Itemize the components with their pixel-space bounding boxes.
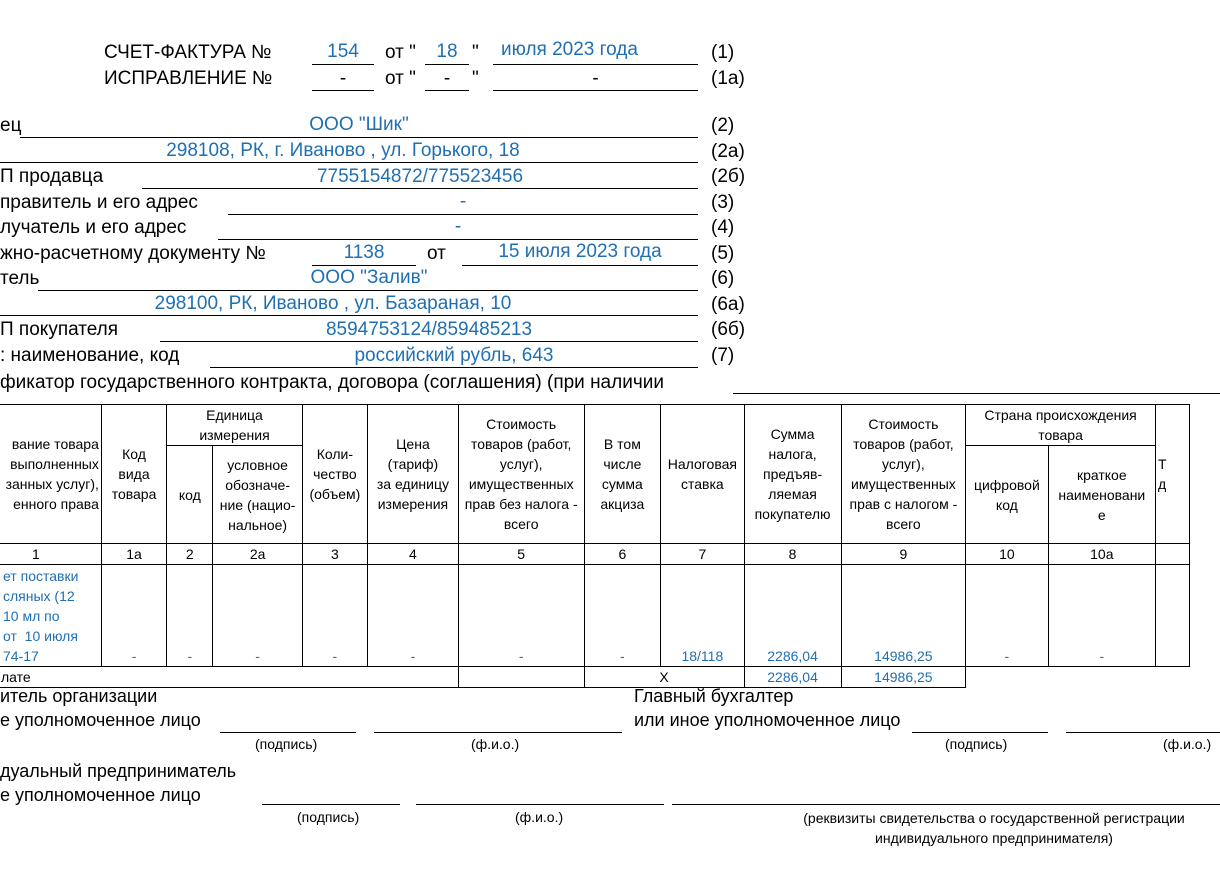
- buyer-label: тель: [0, 268, 40, 289]
- correction-code: (1а): [711, 68, 745, 89]
- currency-label: : наименование, код: [0, 345, 180, 366]
- row-unit-name: -: [213, 565, 302, 667]
- seller-inn-label: П продавца: [0, 166, 104, 187]
- header-country-code: цифровой код: [966, 446, 1049, 544]
- entrepreneur-signature-line[interactable]: [262, 804, 400, 805]
- correction-from-label: от ": [385, 68, 416, 89]
- head-signature-line[interactable]: [220, 732, 356, 733]
- header-excise: В том числе сумма акциза: [584, 405, 661, 544]
- header-country-name: краткое наименовани е: [1048, 446, 1155, 544]
- header-cost-no-tax: Стоимость товаров (работ, услуг), имущественных прав без налога - всего: [458, 405, 584, 544]
- buyer-address-value: 298100, РК, Иваново , ул. Базараная, 10: [154, 293, 512, 314]
- row-kind: -: [101, 565, 166, 667]
- total-cost-with-tax: 14986,25: [841, 667, 965, 688]
- col-number: 9: [841, 544, 965, 565]
- invoice-date: июля 2023 года: [501, 39, 638, 60]
- invoice-day: 18: [436, 41, 458, 62]
- col-number: 1а: [101, 544, 166, 565]
- header-extra: Т д: [1155, 405, 1189, 544]
- header-qty: Коли- чество (объем): [302, 405, 367, 544]
- total-tax-sum: 2286,04: [744, 667, 841, 688]
- col-number: 1: [0, 544, 101, 565]
- correction-quote: ": [472, 68, 479, 89]
- col-number: 2: [167, 544, 213, 565]
- header-price: Цена (тариф) за единицу измерения: [367, 405, 458, 544]
- invoice-from-label: от ": [385, 42, 416, 63]
- entrepreneur-label-1: дуальный предприниматель: [0, 761, 237, 781]
- payment-doc-code: (5): [711, 243, 735, 264]
- buyer-inn-code: (6б): [711, 319, 746, 340]
- invoice-title: СЧЕТ-ФАКТУРА №: [104, 42, 272, 63]
- seller-address-value: 298108, РК, г. Иваново , ул. Горького, 18: [166, 140, 520, 161]
- invoice-number: 154: [327, 41, 359, 62]
- accountant-label-2: или иное уполномоченное лицо: [634, 710, 901, 730]
- buyer-inn-label: П покупателя: [0, 319, 119, 340]
- col-number: 10а: [1048, 544, 1155, 565]
- seller-inn-code: (2б): [711, 166, 746, 187]
- entrepreneur-registration-caption: (реквизиты свидетельства о государственной регистрации индивидуального предпринимателя): [803, 810, 1185, 846]
- row-cost-with-tax: 14986,25: [841, 565, 965, 667]
- shipper-value: -: [459, 191, 467, 212]
- col-number: [1155, 544, 1189, 565]
- payment-doc-label: жно-расчетному документу №: [0, 243, 266, 264]
- payment-doc-number: 1138: [343, 242, 385, 263]
- seller-code: (2): [711, 115, 735, 136]
- shipper-label: правитель и его адрес: [0, 192, 198, 213]
- invoice-quote: ": [472, 42, 479, 63]
- seller-address-code: (2а): [711, 141, 745, 162]
- currency-code: (7): [711, 345, 735, 366]
- accountant-label-1: Главный бухгалтер: [634, 686, 794, 706]
- row-qty: -: [302, 565, 367, 667]
- entrepreneur-registration-line[interactable]: [672, 804, 1220, 805]
- head-signature-caption: (подпись): [255, 736, 318, 752]
- payment-doc-from: от: [427, 243, 446, 264]
- seller-inn-value: 7755154872/775523456: [316, 166, 524, 187]
- col-number: 4: [367, 544, 458, 565]
- payment-doc-date: 15 июля 2023 года: [498, 241, 662, 262]
- row-price: -: [367, 565, 458, 667]
- correction-number: -: [339, 68, 347, 89]
- head-name-caption: (ф.и.о.): [471, 736, 520, 752]
- row-country-code: -: [966, 565, 1049, 667]
- total-label: лате: [0, 667, 458, 688]
- col-number: 5: [458, 544, 584, 565]
- consignee-label: лучатель и его адрес: [0, 217, 187, 238]
- shipper-code: (3): [711, 192, 735, 213]
- total-excise-mark: X: [584, 667, 744, 688]
- buyer-code: (6): [711, 268, 735, 289]
- row-tax-sum: 2286,04: [744, 565, 841, 667]
- row-name: ет поставки сляных (12 10 мл по от 10 июля 74-17: [0, 565, 101, 667]
- header-kind: Код вида товара: [101, 405, 166, 544]
- header-unit-group: Единица измерения: [167, 405, 303, 446]
- header-unit-name: условное обозначе- ние (нацио- нальное): [213, 446, 302, 544]
- consignee-code: (4): [711, 217, 735, 238]
- col-number: 6: [584, 544, 661, 565]
- row-cost-no-tax: -: [458, 565, 584, 667]
- accountant-name-line[interactable]: [1066, 732, 1220, 733]
- row-rate: 18/118: [661, 565, 744, 667]
- col-number: 2а: [213, 544, 302, 565]
- accountant-name-caption: (ф.и.о.): [1163, 736, 1212, 752]
- seller-label: ец: [0, 115, 22, 136]
- header-name: вание товара выполненных занных услуг), енного права: [0, 405, 101, 544]
- seller-value: ООО "Шик": [309, 114, 409, 135]
- col-number: 7: [661, 544, 744, 565]
- header-cost-with-tax: Стоимость товаров (работ, услуг), имущественных прав с налогом - всего: [841, 405, 965, 544]
- head-name-line[interactable]: [374, 732, 622, 733]
- header-tax-sum: Сумма налога, предъяв- ляемая покупателю: [744, 405, 841, 544]
- head-label-1: итель организации: [0, 686, 158, 706]
- col-number: 8: [744, 544, 841, 565]
- buyer-value: ООО "Залив": [310, 267, 428, 288]
- consignee-value: -: [454, 216, 462, 237]
- col-number: 3: [302, 544, 367, 565]
- buyer-inn-value: 8594753124/859485213: [325, 319, 533, 340]
- goods-table: [0, 404, 1190, 688]
- entrepreneur-signature-caption: (подпись): [297, 809, 360, 825]
- entrepreneur-name-caption: (ф.и.о.): [515, 809, 564, 825]
- entrepreneur-label-2: е уполномоченное лицо: [0, 785, 201, 805]
- contract-label: фикатор государственного контракта, договора (соглашения) (при наличии: [0, 372, 664, 393]
- entrepreneur-name-line[interactable]: [416, 804, 664, 805]
- accountant-signature-line[interactable]: [912, 732, 1048, 733]
- correction-date: -: [592, 68, 599, 89]
- col-number: 10: [966, 544, 1049, 565]
- accountant-signature-caption: (подпись): [945, 736, 1008, 752]
- row-country-name: -: [1048, 565, 1155, 667]
- header-unit-code: код: [167, 446, 213, 544]
- row-unit-code: -: [167, 565, 213, 667]
- invoice-code: (1): [711, 42, 735, 63]
- total-row: [0, 667, 1190, 688]
- table-row: [0, 565, 1190, 667]
- correction-title: ИСПРАВЛЕНИЕ №: [104, 68, 273, 89]
- buyer-address-code: (6а): [711, 294, 745, 315]
- correction-day: -: [443, 68, 451, 89]
- currency-value: российский рубль, 643: [354, 345, 554, 366]
- header-rate: Налоговая ставка: [661, 405, 744, 544]
- head-label-2: е уполномоченное лицо: [0, 710, 201, 730]
- header-country-group: Страна происхождения товара: [966, 405, 1156, 446]
- row-excise: -: [584, 565, 661, 667]
